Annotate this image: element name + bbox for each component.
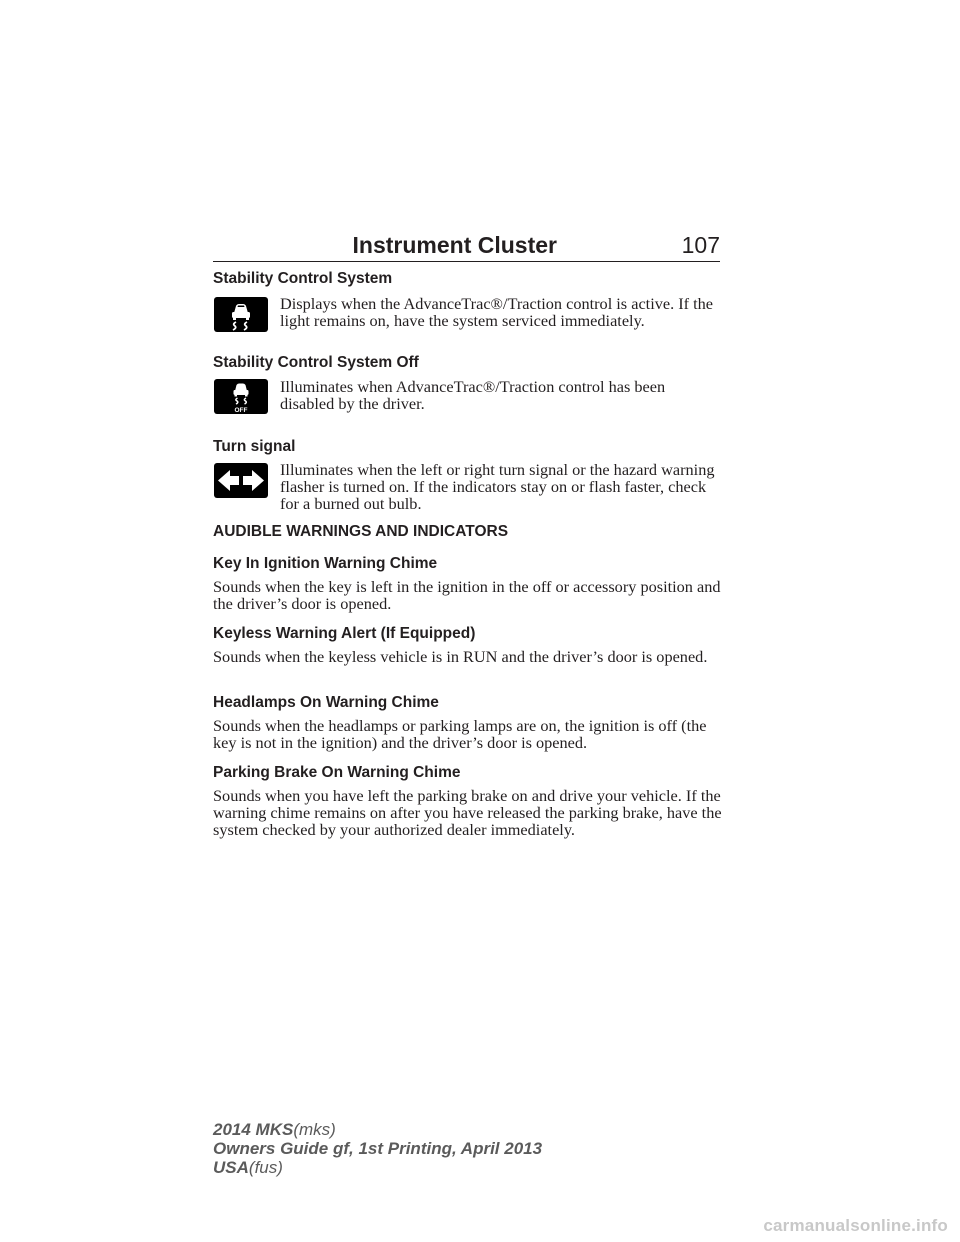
- watermark: carmanualsonline.info: [763, 1216, 948, 1235]
- footer-model: 2014 MKS: [213, 1120, 294, 1139]
- key-chime-text: Sounds when the key is left in the ignition in the off or accessory position and the driver’s door is opened.: [213, 577, 721, 613]
- stability-control-off-icon: [214, 379, 268, 414]
- heading-headlamps-chime: Headlamps On Warning Chime: [213, 694, 439, 711]
- icon-off-label: OFF: [234, 407, 248, 414]
- page-header: [213, 227, 720, 262]
- heading-parking-chime: Parking Brake On Warning Chime: [213, 764, 461, 781]
- parking-chime-text: Sounds when you have left the parking brake on and drive your vehicle. If the warning chime remains on after you have released the parking brake, have the system checked by your authorized dealer immediately.: [213, 786, 722, 839]
- stability-control-icon: [214, 297, 268, 332]
- turn-signal-text: Illuminates when the left or right turn signal or the hazard warning flasher is turned on. If the indicators stay on or flash faster, check for a burned out bulb.: [280, 460, 715, 513]
- heading-keyless-alert: Keyless Warning Alert (If Equipped): [213, 625, 476, 642]
- footer-market: USA: [213, 1158, 249, 1177]
- stability-control-text: Displays when the AdvanceTrac®/Traction control is active. If the light remains on, have the system serviced immediately.: [280, 294, 714, 330]
- heading-stability-control-off: Stability Control System Off: [213, 354, 419, 371]
- heading-stability-control: Stability Control System: [213, 270, 393, 287]
- turn-signal-icon: [214, 463, 268, 498]
- document-footer: [213, 1120, 542, 1177]
- heading-turn-signal: Turn signal: [213, 438, 296, 455]
- headlamps-chime-text: Sounds when the headlamps or parking lamps are on, the ignition is off (the key is not in the ignition) and the driver’s door is opened.: [213, 716, 707, 752]
- page-title: Instrument Cluster: [352, 232, 557, 258]
- footer-edition: Owners Guide gf, 1st Printing, April 2013: [213, 1139, 543, 1158]
- heading-key-chime: Key In Ignition Warning Chime: [213, 555, 438, 572]
- stability-control-off-text: Illuminates when AdvanceTrac®/Traction control has been disabled by the driver.: [280, 377, 666, 413]
- footer-market-code: (fus): [248, 1158, 283, 1177]
- footer-model-code: (mks): [293, 1120, 336, 1139]
- page-number: 107: [681, 232, 720, 258]
- keyless-alert-text: Sounds when the keyless vehicle is in RUN and the driver’s door is opened.: [213, 647, 708, 666]
- heading-audible-warnings: AUDIBLE WARNINGS AND INDICATORS: [213, 523, 509, 540]
